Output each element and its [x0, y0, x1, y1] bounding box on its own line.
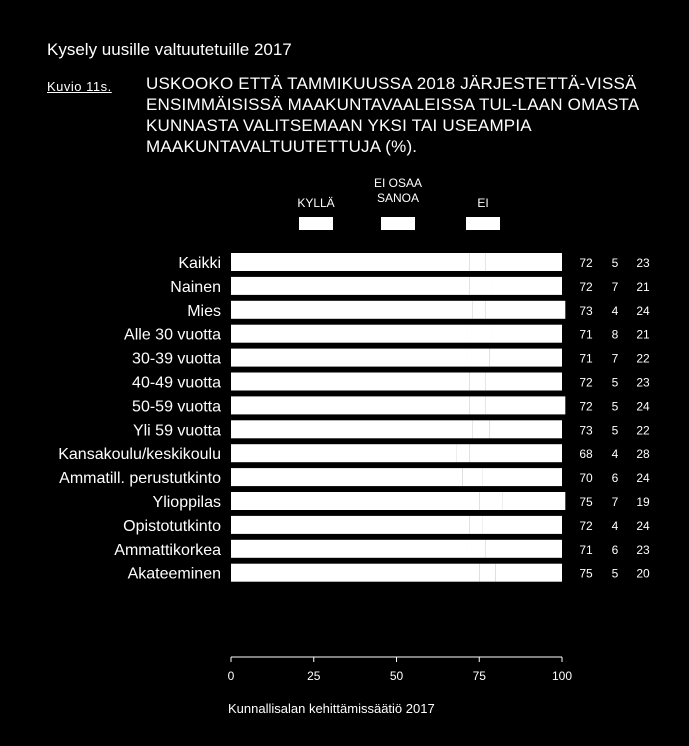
bar-segment — [469, 277, 492, 295]
value-label: 72 — [579, 256, 593, 270]
survey-title: Kysely uusille valtuutetuille 2017 — [47, 40, 292, 59]
bar-segment — [492, 277, 562, 295]
category-label: Opistotutkinto — [123, 517, 221, 535]
category-label: Ammattikorkea — [114, 541, 221, 559]
value-label: 23 — [636, 375, 650, 390]
bar-segment — [469, 373, 486, 391]
value-label: 21 — [636, 327, 650, 342]
bar-segment — [231, 420, 473, 438]
bar-segment — [231, 492, 479, 510]
x-tick-label: 75 — [472, 669, 486, 683]
category-label: Nainen — [170, 278, 221, 296]
value-label: 5 — [611, 423, 619, 438]
bar-segment — [466, 325, 492, 343]
bar-segment — [486, 253, 562, 271]
bar-segment — [489, 420, 562, 438]
value-label: 22 — [636, 351, 650, 366]
value-label: 71 — [579, 327, 593, 342]
bar-segment — [231, 444, 456, 462]
bar-segment — [231, 253, 469, 271]
value-label: 20 — [636, 566, 650, 581]
source-note: Kunnallisalan kehittämissäätiö 2017 — [228, 701, 435, 716]
bar-segment — [479, 564, 496, 582]
value-label: 5 — [611, 399, 619, 414]
value-label: 75 — [579, 566, 593, 581]
value-label: 72 — [579, 518, 593, 533]
value-label: 19 — [636, 495, 650, 509]
value-label: 73 — [579, 303, 593, 318]
legend-label-2: SANOA — [376, 191, 420, 205]
bar-segment — [469, 253, 486, 271]
category-label: Kaikki — [178, 255, 221, 272]
value-label: 22 — [636, 423, 650, 438]
value-label: 71 — [579, 542, 593, 557]
x-tick-label: 25 — [307, 669, 321, 683]
value-label: 28 — [636, 447, 650, 462]
figure-title: USKOOKO ETTÄ TAMMIKUUSSA 2018 JÄRJESTETTÄ-VISSÄ ENSIMMÄISISSÄ MAAKUNTAVAALEISSA TUL-LAAN OMASTA KUNNASTA VALITSEMAAN YKSI TAI USEAMPIA MAAKUNTAVALTUUTETTUJA (%). — [146, 74, 639, 156]
bar-segment — [231, 373, 469, 391]
bar-segment — [466, 349, 489, 367]
value-label: 70 — [579, 471, 593, 486]
legend-label-3: EI — [477, 196, 489, 210]
category-label: Kansakoulu/keskikoulu — [58, 446, 221, 464]
bar-segment — [231, 540, 466, 558]
value-label: 8 — [611, 327, 619, 342]
value-label: 23 — [636, 256, 650, 270]
bar-segment — [496, 564, 562, 582]
category-label: Alle 30 vuotta — [124, 326, 221, 344]
x-tick-label: 0 — [227, 669, 235, 683]
bar-segment — [486, 373, 562, 391]
bar-segment — [469, 444, 562, 462]
bar-segment — [231, 468, 463, 486]
bar-segment — [486, 540, 562, 558]
value-label: 5 — [611, 375, 619, 390]
value-label: 68 — [579, 447, 593, 462]
legend-swatch-2 — [381, 217, 415, 230]
bar-segment — [231, 301, 473, 319]
bar-segment — [231, 325, 466, 343]
value-label: 6 — [611, 542, 619, 557]
category-label: Akateeminen — [127, 565, 221, 583]
bar-segment — [489, 349, 562, 367]
category-label: 40-49 vuotta — [132, 374, 221, 392]
value-label: 24 — [636, 471, 650, 486]
category-label: 50-59 vuotta — [132, 398, 221, 416]
value-label: 7 — [611, 279, 619, 294]
bar-segment — [231, 564, 479, 582]
value-label: 24 — [636, 303, 650, 318]
bar-segment — [479, 492, 502, 510]
value-label: 7 — [611, 495, 619, 509]
bar-segment — [486, 301, 565, 319]
value-label: 5 — [611, 566, 619, 581]
bar-segment — [473, 420, 490, 438]
value-label: 72 — [579, 399, 593, 414]
category-label: Ylioppilas — [152, 494, 221, 511]
legend-swatch-1 — [299, 217, 333, 230]
value-label: 24 — [636, 399, 650, 414]
value-label: 4 — [611, 447, 619, 462]
x-tick-label: 100 — [551, 669, 573, 683]
bar-segment — [456, 444, 469, 462]
value-label: 5 — [611, 256, 619, 270]
bar-segment — [483, 468, 562, 486]
legend-swatch-3 — [466, 217, 500, 230]
value-label: 21 — [636, 279, 650, 294]
value-label: 4 — [611, 518, 619, 533]
bar-segment — [231, 349, 466, 367]
bar-segment — [466, 540, 486, 558]
value-label: 24 — [636, 518, 650, 533]
bar-segment — [473, 301, 486, 319]
bar-segment — [502, 492, 565, 510]
value-label: 6 — [611, 471, 619, 486]
value-label: 72 — [579, 375, 593, 390]
x-tick-label: 50 — [389, 669, 404, 683]
bar-segment — [231, 516, 469, 534]
category-label: Ammatill. perustutkinto — [59, 470, 221, 488]
bar-segment — [469, 516, 482, 534]
legend-label-1: KYLLÄ — [297, 196, 335, 210]
bar-segment — [463, 468, 483, 486]
value-label: 75 — [579, 495, 593, 509]
legend-label-2: EI OSAA — [373, 176, 423, 190]
bar-segment — [483, 516, 562, 534]
value-label: 71 — [579, 351, 593, 366]
bar-segment — [492, 325, 562, 343]
category-label: Mies — [187, 302, 221, 320]
value-label: 7 — [611, 351, 619, 366]
category-label: Yli 59 vuotta — [132, 422, 221, 440]
bar-segment — [231, 277, 469, 295]
value-label: 72 — [579, 279, 593, 294]
figure-label: Kuvio 11s. — [47, 79, 112, 94]
value-label: 73 — [579, 423, 593, 438]
value-label: 4 — [611, 303, 619, 318]
bar-segment — [231, 396, 469, 414]
category-label: 30-39 vuotta — [132, 350, 221, 368]
bar-segment — [486, 396, 565, 414]
bar-segment — [469, 396, 486, 414]
value-label: 23 — [636, 542, 650, 557]
